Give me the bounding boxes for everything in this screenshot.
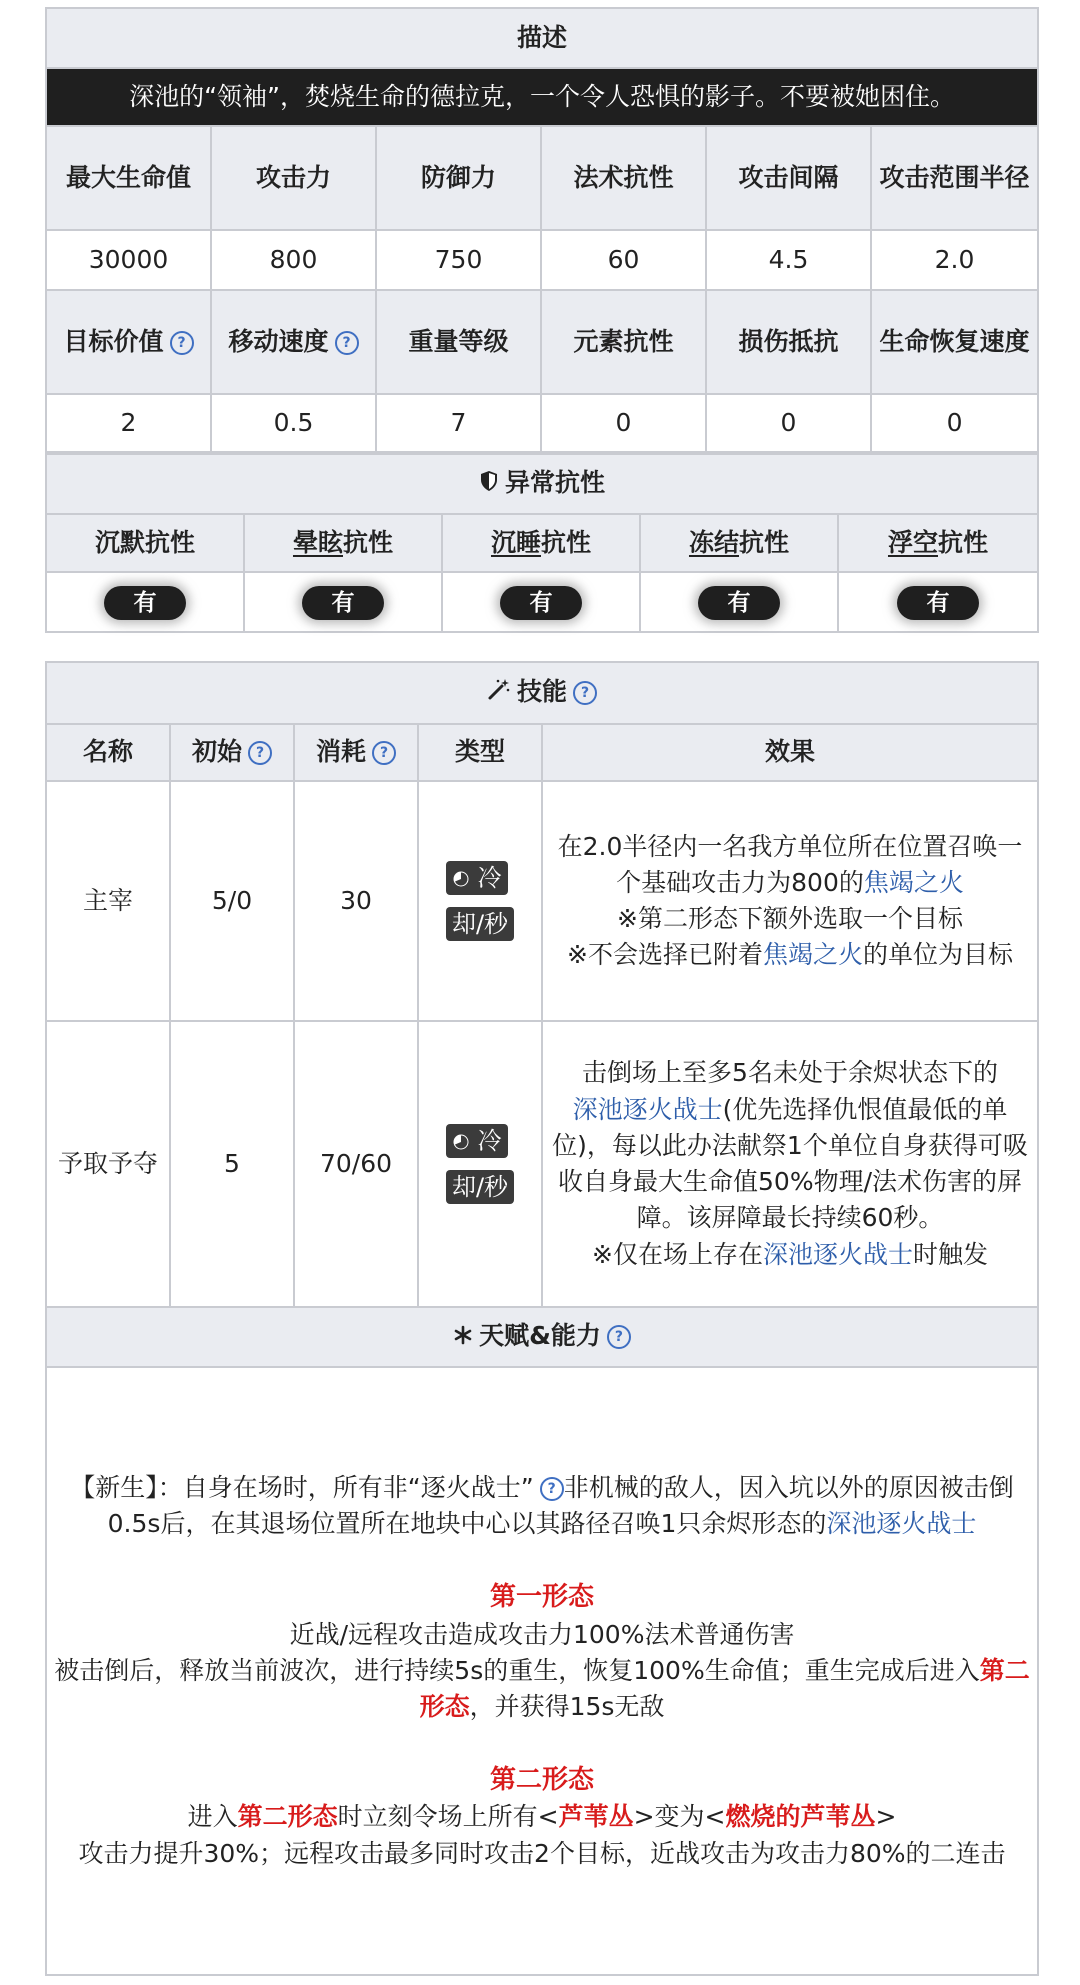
resist-value-cell xyxy=(46,572,244,632)
stat-header-weight: 重量等级 xyxy=(376,290,541,394)
stat-header-res: 法术抗性 xyxy=(541,126,706,230)
skills-table xyxy=(45,661,1039,1976)
skill-cost: 70/60 xyxy=(294,1021,418,1307)
freeze-link[interactable]: 冻结 xyxy=(688,527,739,557)
skill-effect: 击倒场上至多5名未处于余烬状态下的 深池逐火战士(优先选择仇恨值最低的单位)，每以此办法献祭1个单位自身获得可吸收自身最大生命值50%物理/法术伤害的屏障。该屏障最长持续60秒。 ※仅在场上存在深池逐火战士时触发 xyxy=(542,1021,1038,1307)
stat-value-max-hp: 30000 xyxy=(46,230,211,290)
help-icon[interactable]: ? xyxy=(540,1477,564,1501)
abyssal-firebearer-link[interactable]: 深池逐火战士 xyxy=(762,1239,913,1269)
stat-value-defense: 750 xyxy=(376,230,541,290)
resist-value-cell xyxy=(838,572,1038,632)
resist-label-stun: 晕眩抗性 xyxy=(244,514,442,572)
help-icon[interactable]: ? xyxy=(573,681,597,705)
skill-name: 主宰 xyxy=(46,781,170,1021)
magic-wand-icon xyxy=(487,675,511,711)
description-header: 描述 xyxy=(46,8,1038,68)
help-icon[interactable]: ? xyxy=(607,1325,631,1349)
scorched-fire-link[interactable]: 焦竭之火 xyxy=(762,940,863,970)
talents-body: 【新生】：自身在场时，所有非“逐火战士” ? 非机械的敌人，因入坑以外的原因被击倒0.5s后，在其退场位置所在地块中心以其路径召唤1只余烬形态的深池逐火战士 第一形态 近战/远程攻击造成攻击力100%法术普通伤害 被击倒后，释放当前波次，进行持续5s的重生，恢复100%生命值；重生完成后进入第二形态，并获得15s无敌 第二形态 进入第二形态时立刻令场上所有<芦苇丛>变为<燃烧的芦苇丛> 攻击力提升30%；远程攻击最多同时攻击2个目标，近战攻击为攻击力80%的二连击 xyxy=(46,1367,1038,1975)
stat-header-defense: 防御力 xyxy=(376,126,541,230)
stat-header-damage-res: 损伤抵抗 xyxy=(706,290,871,394)
skills-header: 技能 ? xyxy=(46,662,1038,724)
scorched-fire-link[interactable]: 焦竭之火 xyxy=(863,867,964,897)
abyssal-firebearer-link[interactable]: 深池逐火战士 xyxy=(572,1094,723,1124)
resist-badge: 有 xyxy=(302,586,384,620)
cooldown-tag: 冷 却/秒 xyxy=(446,1118,514,1210)
skill-type xyxy=(418,1021,542,1307)
skill-col-initial: 初始 ? xyxy=(170,724,294,781)
stat-value-weight: 7 xyxy=(376,394,541,452)
form2-title: 第二形态 xyxy=(490,1764,595,1795)
skill-effect: 在2.0半径内一名我方单位所在位置召唤一个基础攻击力为800的焦竭之火 ※第二形态下额外选取一个目标 ※不会选择已附着焦竭之火的单位为目标 xyxy=(542,781,1038,1021)
shield-icon xyxy=(479,466,499,502)
resist-label-sleep: 沉睡抗性 xyxy=(442,514,640,572)
stat-value-element-res: 0 xyxy=(541,394,706,452)
resist-value-cell xyxy=(442,572,640,632)
stat-header-target-value: 目标价值 ? xyxy=(46,290,211,394)
skill-initial: 5 xyxy=(170,1021,294,1307)
table-row xyxy=(46,1021,1038,1307)
stat-value-range: 2.0 xyxy=(871,230,1038,290)
sleep-link[interactable]: 沉睡 xyxy=(490,527,541,557)
stat-value-attack: 800 xyxy=(211,230,376,290)
help-icon[interactable]: ? xyxy=(335,331,359,355)
stat-value-regen: 0 xyxy=(871,394,1038,452)
resist-badge: 有 xyxy=(698,586,780,620)
stat-value-move-speed: 0.5 xyxy=(211,394,376,452)
asterisk-icon xyxy=(453,1319,473,1355)
skill-type xyxy=(418,781,542,1021)
stats-table xyxy=(45,7,1039,453)
description-text: 深池的“领袖”，焚烧生命的德拉克，一个令人恐惧的影子。不要被她困住。 xyxy=(46,68,1038,126)
skill-initial: 5/0 xyxy=(170,781,294,1021)
stat-header-attack: 攻击力 xyxy=(211,126,376,230)
resist-badge: 有 xyxy=(104,586,186,620)
skill-col-cost: 消耗 ? xyxy=(294,724,418,781)
stat-header-interval: 攻击间隔 xyxy=(706,126,871,230)
resist-badge: 有 xyxy=(500,586,582,620)
stat-header-regen: 生命恢复速度 xyxy=(871,290,1038,394)
help-icon[interactable]: ? xyxy=(248,741,272,765)
stat-value-interval: 4.5 xyxy=(706,230,871,290)
table-row xyxy=(46,781,1038,1021)
skill-cost: 30 xyxy=(294,781,418,1021)
abyssal-firebearer-link[interactable]: 深池逐火战士 xyxy=(826,1509,977,1539)
stat-value-damage-res: 0 xyxy=(706,394,871,452)
stat-value-res: 60 xyxy=(541,230,706,290)
abnormal-resistance-header: 异常抗性 xyxy=(46,454,1038,514)
resist-label-levitate: 浮空抗性 xyxy=(838,514,1038,572)
resist-label-silence: 沉默抗性 xyxy=(46,514,244,572)
form1-title: 第一形态 xyxy=(490,1581,595,1612)
skill-col-name: 名称 xyxy=(46,724,170,781)
stat-header-move-speed: 移动速度 ? xyxy=(211,290,376,394)
cooldown-icon xyxy=(452,864,470,892)
skill-name: 予取予夺 xyxy=(46,1021,170,1307)
resist-value-cell xyxy=(244,572,442,632)
stat-header-element-res: 元素抗性 xyxy=(541,290,706,394)
stat-value-target-value: 2 xyxy=(46,394,211,452)
stat-header-max-hp: 最大生命值 xyxy=(46,126,211,230)
help-icon[interactable]: ? xyxy=(372,741,396,765)
skill-col-effect: 效果 xyxy=(542,724,1038,781)
resist-label-freeze: 冻结抗性 xyxy=(640,514,838,572)
stun-link[interactable]: 晕眩 xyxy=(292,527,343,557)
resist-value-cell xyxy=(640,572,838,632)
cooldown-icon xyxy=(452,1127,470,1155)
talents-header: 天赋&能力 ? xyxy=(46,1307,1038,1367)
resist-badge: 有 xyxy=(897,586,979,620)
levitate-link[interactable]: 浮空 xyxy=(887,527,938,557)
skill-col-type: 类型 xyxy=(418,724,542,781)
cooldown-tag: 冷 却/秒 xyxy=(446,855,514,947)
help-icon[interactable]: ? xyxy=(170,331,194,355)
stat-header-range: 攻击范围半径 xyxy=(871,126,1038,230)
abnormal-resistance-table xyxy=(45,453,1039,633)
